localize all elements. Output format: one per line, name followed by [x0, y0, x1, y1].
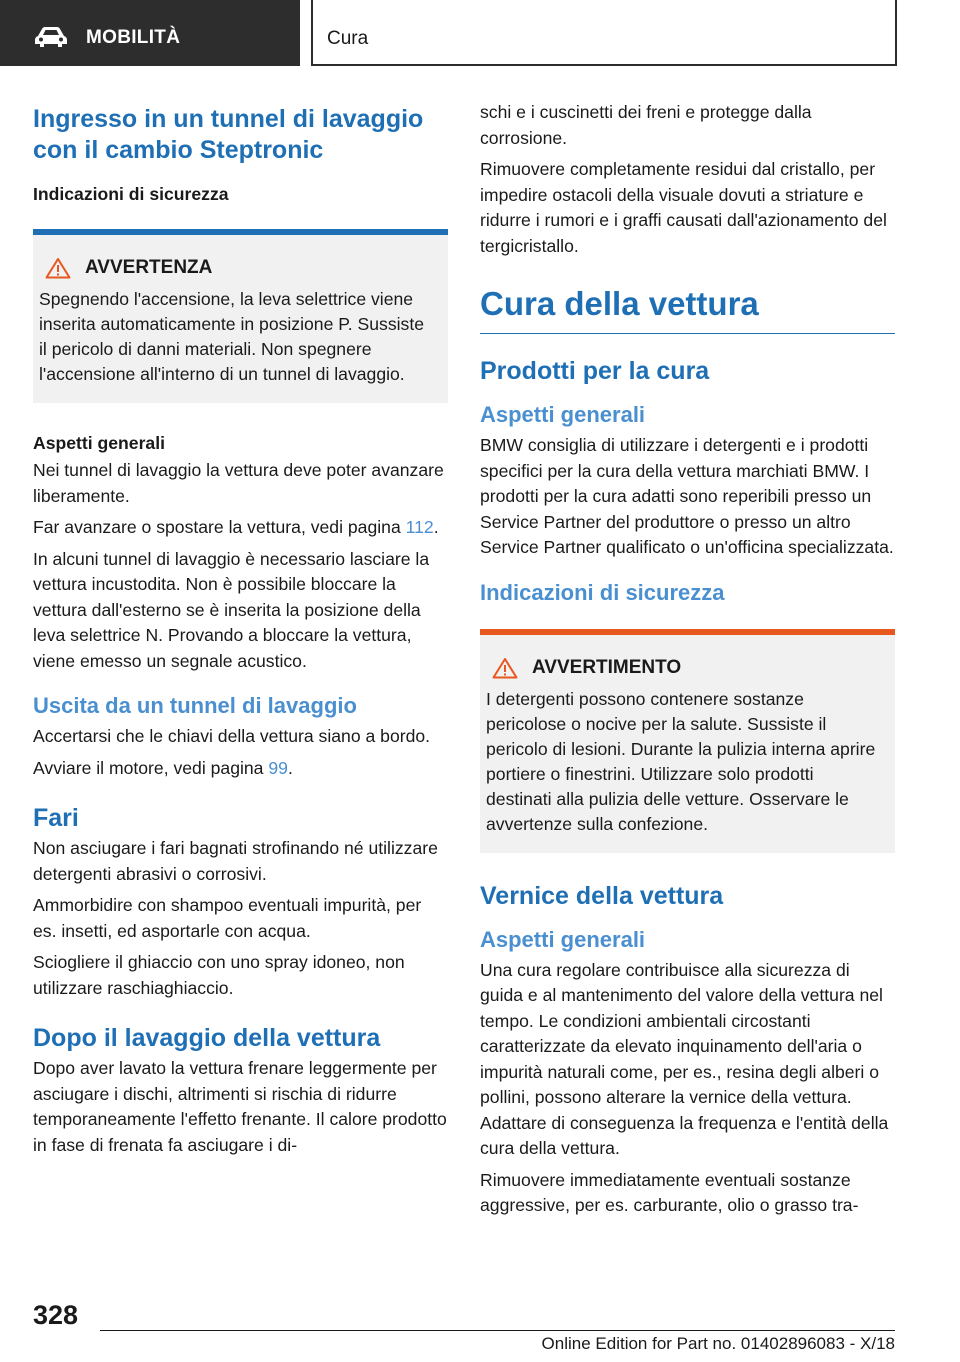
paragraph: Una cura regolare contribuisce alla sicurezza di guida e al mantenimento del valore della vettura nel tempo. Le condizioni ambientali circostanti caratterizzate da elevato inquinamento dell'aria o impurità naturali come, per es., resina degli alberi o pollini, possono alterare la vernice della vettura. Adattare di conseguenza la frequenza e l'entità della cura della vettura. — [480, 959, 889, 1158]
heading-paint: Vernice della vettura — [480, 881, 724, 910]
page-number: 328 — [33, 1300, 79, 1330]
right-column — [480, 100, 895, 1225]
paragraph: Sciogliere il ghiaccio con uno spray idoneo, non utilizzare raschiaghiaccio. — [33, 952, 405, 998]
page-link-112[interactable]: 112 — [405, 517, 434, 537]
header-chapter-box — [311, 0, 897, 66]
subheading-safety: Indicazioni di sicurezza — [480, 579, 725, 605]
text: . — [433, 517, 439, 537]
header-section-tab[interactable] — [0, 0, 300, 66]
paragraph: Ammorbidire con shampoo eventuali impurità, per es. insetti, ed asportarle con acqua. — [33, 895, 422, 941]
main-heading-car-care: Cura della vettura — [480, 285, 895, 334]
paragraph: schi e i cuscinetti dei freni e protegge dalla corrosione. — [480, 102, 812, 148]
warning-triangle-icon — [492, 657, 518, 679]
paragraph-with-link — [33, 515, 448, 541]
car-icon — [34, 26, 68, 48]
footer-edition: Online Edition for Part no. 01402896083 - X/18 — [541, 1334, 895, 1353]
subheading-safety: Indicazioni di sicurezza — [33, 184, 229, 204]
warning-text: Spegnendo l'accensione, la leva selettrice viene inserita automaticamente in posizione P. Sussiste il pericolo di danni materiali. Non spegnere l'accensione all'interno di un tunnel di lavaggio. — [39, 289, 424, 384]
paragraph: Nei tunnel di lavaggio la vettura deve poter avanzare liberamente. — [33, 460, 444, 506]
warning-box — [33, 229, 448, 403]
paragraph: Rimuovere completamente residui dal cristallo, per impedire ostacoli della visuale dovuti a striature e ridurre i rumori e i graffi causati dall'azionamento del tergicristallo. — [480, 159, 887, 256]
heading-headlights: Fari — [33, 804, 79, 832]
heading-tunnel-steptronic: Ingresso in un tunnel di lavaggio con il cambio Steptronic — [33, 105, 424, 164]
warning-text: I detergenti possono contenere sostanze pericolose o nocive per la salute. Sussiste il pericolo di lesioni. Durante la pulizia interna aprire portiere o finestrini. Utilizzare solo prodotti destinati alla pulizia delle vetture. Osservare le avvertenze sulla confezione. — [486, 688, 876, 834]
paragraph: BMW consiglia di utilizzare i detergenti e i prodotti specifici per la cura della vettura marchiati BMW. I prodotti per la cura adatti sono reperibili presso un Service Partner del produttore o presso un altro Service Partner qualificato o un'officina specializzata. — [480, 435, 894, 557]
paragraph: Rimuovere immediatamente eventuali sostanze aggressive, per es. carburante, olio o grasso tra- — [480, 1169, 859, 1215]
heading-exit-tunnel: Uscita da un tunnel di lavaggio — [33, 693, 357, 718]
heading-care-products: Prodotti per la cura — [480, 357, 710, 385]
subheading-general: Aspetti generali — [480, 926, 646, 952]
paragraph: Accertarsi che le chiavi della vettura siano a bordo. — [33, 726, 431, 746]
warning-box — [480, 629, 895, 853]
page-link-99[interactable]: 99 — [268, 757, 288, 778]
left-column — [33, 100, 448, 1164]
footer-divider — [100, 1330, 895, 1331]
text: . — [287, 757, 293, 778]
warning-title: AVVERTIMENTO — [532, 656, 682, 678]
paragraph: In alcuni tunnel di lavaggio è necessario lasciare la vettura incustodita. Non è possibile bloccare la vettura dall'esterno se è inserita la posizione della leva selettrice N. Provando a bloccare la vettura, viene emesso un segnale acustico. — [33, 548, 430, 671]
subheading-general: Aspetti generali — [33, 433, 165, 453]
text: Avviare il motore, vedi pagina — [33, 757, 269, 778]
heading-after-wash: Dopo il lavaggio della vettura — [33, 1024, 381, 1052]
header-section-label: MOBILITÀ — [86, 27, 181, 48]
paragraph: Non asciugare i fari bagnati strofinando né utilizzare detergenti abrasivi o corrosivi. — [33, 838, 438, 884]
subheading-general: Aspetti generali — [480, 402, 646, 427]
header-chapter-label: Cura — [327, 28, 369, 49]
paragraph: Dopo aver lavato la vettura frenare leggermente per asciugare i dischi, altrimenti si rischia di ridurre temporaneamente l'effetto frenante. Il calore prodotto in fase di frenata fa asciugare i di- — [33, 1058, 447, 1155]
paragraph-with-link — [33, 756, 448, 782]
warning-title-row — [486, 657, 881, 679]
text: Far avanzare o spostare la vettura, vedi pagina — [33, 517, 406, 537]
warning-title: AVVERTENZA — [85, 257, 213, 278]
warning-title-row — [39, 257, 434, 279]
warning-triangle-icon — [45, 257, 71, 279]
